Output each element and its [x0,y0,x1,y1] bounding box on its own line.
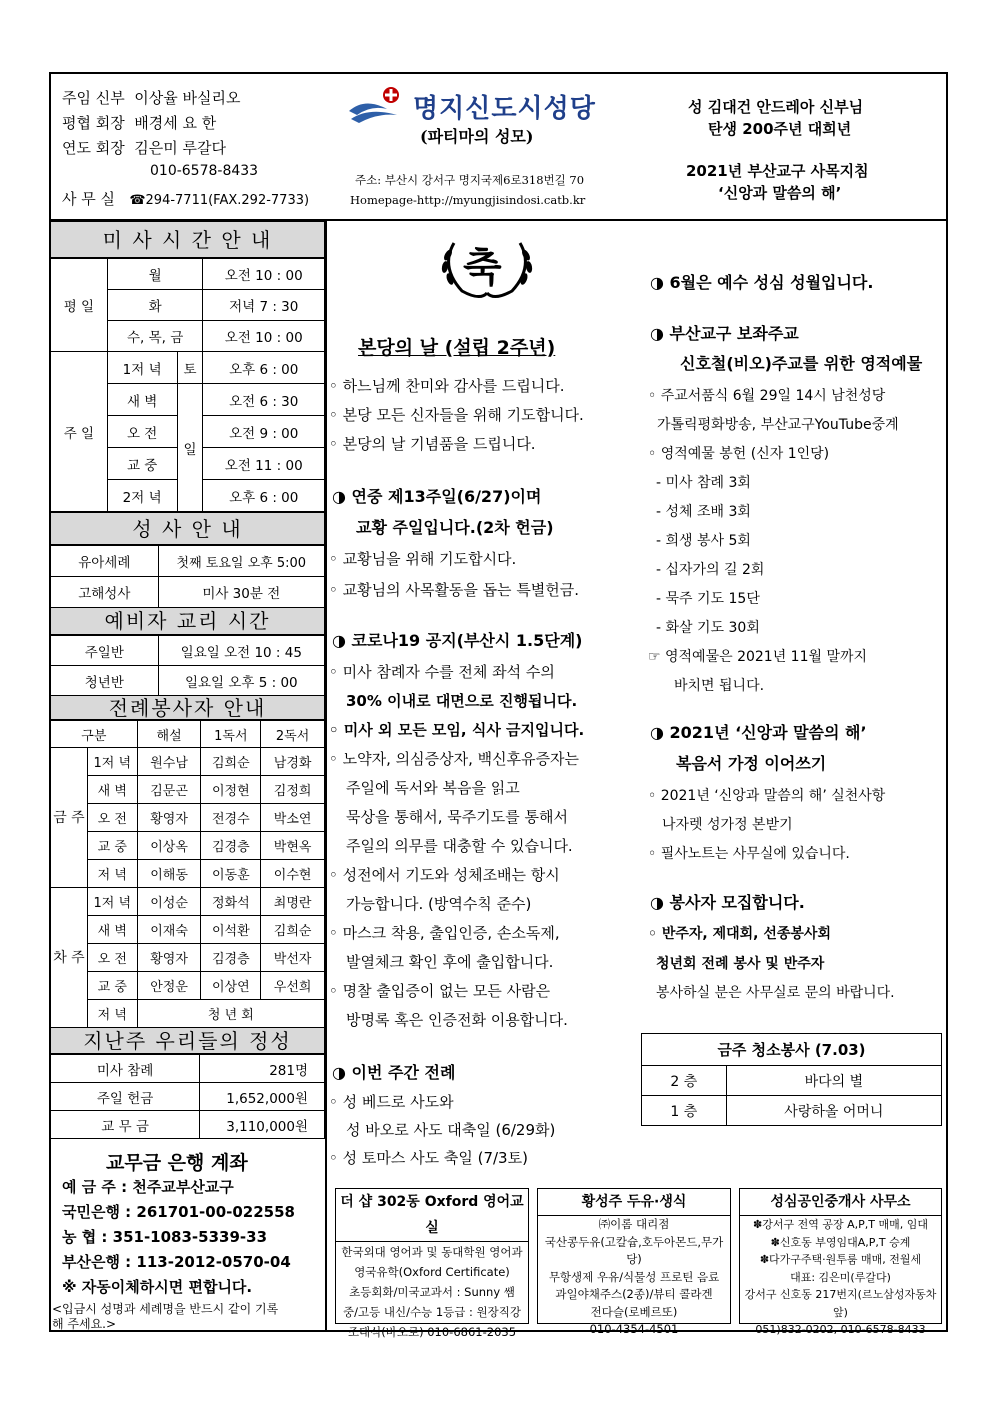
ad-line: 대표: 김은미(루갈다) [790,1270,891,1284]
volunteer-line: ◦ 반주자, 제대회, 선종봉사회 [648,926,831,942]
ad-line: 010-4354-4501 [589,1322,679,1336]
weekday-label: 평 일 [51,259,108,352]
offering-value: 281명 [200,1055,325,1083]
server-group: 청 년 회 [137,1000,324,1028]
covid-line: 묵상을 통해서, 묵주기도를 통해서 [346,808,568,826]
server-mass: 새 벽 [87,776,137,804]
sunday-mass-time: 오전 9 : 00 [203,416,325,448]
covid-line: 주일의 의무를 대충할 수 있습니다. [346,837,573,855]
bank-title: 교무금 은행 계좌 [106,1152,248,1174]
sunday-mass-time: 오전 11 : 00 [203,448,325,480]
server-name: 이동훈 [201,860,261,888]
staff-row: 주임 신부 이상율 바실리오 [62,89,241,107]
covid-line: ◦ 노약자, 의심증상자, 백신후유증자는 [329,750,580,768]
bishop-line: - 희생 봉사 5회 [656,533,751,549]
homepage[interactable]: Homepage-http://myungjisindosi.catb.kr [350,193,586,207]
pope-item: ◦ 교황님을 위해 기도합시다. [329,550,517,568]
bank-line: 국민은행 : 261701-00-022558 [62,1203,295,1221]
weekday-time: 오전 10 : 00 [203,321,325,352]
servers-title: 전례봉사자 안내 [50,695,325,720]
ad-line: ✽신호동 부영임대A,P,T 승계 [770,1235,911,1249]
ad-line: 강서구 신호동 217번지(르노삼성자동차 앞) [744,1288,937,1319]
server-name: 김경층 [201,832,261,860]
covid-line: 발열체크 확인 후에 출입합니다. [346,953,554,971]
server-name: 전경수 [201,804,261,832]
server-name: 최명란 [261,888,325,916]
pope-sunday-title: ◑ 연중 제13주일(6/27)이며 [332,487,542,506]
sunday-mass-name: 2저 녁 [107,480,177,512]
volunteer-title: ◑ 봉사자 모집합니다. [650,893,805,912]
server-name: 이해동 [137,860,201,888]
bank-line: ※ 자동이체하시면 편합니다. [62,1278,253,1296]
server-name: 박선자 [261,944,325,972]
faith-year-line: ◦ 2021년 ‘신앙과 말씀의 해’ 실천사항 [648,788,886,804]
sunday-mass-name: 새 벽 [107,384,177,416]
ad-line: 전다슬(로베르또) [590,1304,678,1319]
sacrament-value: 미사 30분 전 [158,577,324,608]
pastoral-line2: ‘신앙과 말씀의 해’ [718,184,842,202]
staff-row: 평협 회장 배경세 요 한 [62,114,217,132]
staff-row: 연도 회장 김은미 루갈다 [62,139,226,157]
faith-year-title: ◑ 2021년 ‘신앙과 말씀의 해’ [650,723,867,742]
weekday-day: 월 [107,259,203,290]
ad-line: 조태식(바오로) 010-6861-2035 [347,1325,517,1339]
covid-line: 주일에 독서와 복음을 읽고 [346,779,520,797]
offering-value: 1,652,000원 [200,1083,325,1111]
cleaning-group: 사랑하올 어머니 [726,1096,941,1126]
faith-year-line: 나자렛 성가정 본받기 [662,817,793,833]
faith-year-title: 복음서 가정 이어쓰기 [676,754,827,773]
weekday-time: 오전 10 : 00 [203,259,325,290]
contact-phone: 010-6578-8433 [150,163,259,179]
servers-header: 2독서 [261,721,325,748]
ad-line: 무항생제 우유/식물성 프로틴 음료 [548,1269,720,1284]
server-name: 이정현 [201,776,261,804]
server-name: 우선희 [261,972,325,1000]
ad-line: ㈜이롬 대리점 [598,1217,670,1231]
anniversary-item: ◦ 하느님께 찬미와 감사를 드립니다. [329,377,565,395]
covid-line: ◦ 명찰 출입증이 없는 모든 사람은 [329,982,551,1000]
server-name: 김문곤 [137,776,201,804]
server-name: 안정운 [137,972,201,1000]
offering-label: 교 무 금 [51,1111,200,1139]
server-name: 김경층 [201,944,261,972]
server-mass: 오 전 [87,804,137,832]
catechism-value: 일요일 오후 5 : 00 [158,666,324,696]
mass-times-table [50,258,325,512]
ad-line: 국산콩두유(고칼슘,호두아몬드,무가당) [544,1234,724,1266]
server-mass: 저 녁 [87,860,137,888]
server-name: 이상연 [201,972,261,1000]
next-week-label: 차 주 [51,888,88,1028]
server-name: 이상옥 [137,832,201,860]
server-name: 김희순 [201,748,261,776]
server-name: 박소연 [261,804,325,832]
server-name: 이재숙 [137,916,201,944]
column-divider [325,219,327,1332]
liturgy-line: ◦ 성 베드로 사도와 [329,1093,454,1111]
sunday-mass-name: 교 중 [107,448,177,480]
sunday-mass-time: 오후 6 : 00 [203,480,325,512]
cleaning-floor: 1 층 [642,1096,727,1126]
bishop-line: - 화살 기도 30회 [656,620,760,636]
covid-title: ◑ 코로나19 공지(부산시 1.5단계) [332,631,583,650]
weekday-day: 화 [107,290,203,321]
address: 주소: 부산시 강서구 명지국제6로318번길 70 [355,173,585,187]
ad-line: 초등회화/미국교과서 : Sunny 쌤 [349,1285,515,1299]
bank-line: 부산은행 : 113-2012-0570-04 [62,1253,291,1271]
liturgy-line: ◦ 성 토마스 사도 축일 (7/3토) [329,1149,528,1167]
ad-line: 한국외대 영어과 및 동대학원 영어과 [341,1245,523,1259]
covid-line: 가능합니다. (방역수칙 준수) [346,895,532,913]
bishop-line: - 미사 참례 3회 [656,475,751,491]
weekday-time: 저녁 7 : 30 [203,290,325,321]
bank-note: <입금시 성명과 세례명을 반드시 같이 기록 [52,1302,279,1316]
ad-line: ✽강서구 전역 공장 A,P,T 매매, 임대 [753,1218,928,1231]
sacrament-label: 유아세례 [51,546,159,577]
pope-item: ◦ 교황님의 사목활동을 돕는 특별헌금. [329,581,580,599]
bishop-line: - 성체 조배 3회 [656,504,751,520]
offering-label: 주일 헌금 [51,1083,200,1111]
server-mass: 새 벽 [87,916,137,944]
ad-title: 황성주 두유·생식 [538,1189,730,1216]
bishop-line: ☞ 영적예물은 2021년 11월 말까지 [648,649,868,665]
bishop-line: 가톨릭평화방송, 부산교구YouTube중계 [657,417,899,433]
server-name: 이석환 [201,916,261,944]
sacrament-label: 고해성사 [51,577,159,608]
catechism-label: 주일반 [51,636,159,666]
church-logo-icon [347,85,407,127]
volunteer-line: 봉사하실 분은 사무실로 문의 바랍니다. [656,985,895,1001]
ad-line: 과일야채주스(2종)/뷰티 콜라겐 [555,1287,713,1301]
this-week-label: 금 주 [51,748,88,888]
offering-value: 3,110,000원 [200,1111,325,1139]
bishop-line: ◦ 영적예물 봉헌 (신자 1인당) [648,446,830,462]
covid-line: ◦ 성전에서 기도와 성체조배는 항시 [329,866,560,884]
server-name: 정화석 [201,888,261,916]
ad-line: 051)832-0202, 010-6578-8433 [755,1323,926,1336]
sunday-mass-name: 1저 녁 [107,352,177,384]
bishop-line: ◦ 주교서품식 6월 29일 14시 남천성당 [648,388,886,404]
ad-realty [739,1188,942,1336]
server-name: 김정희 [261,776,325,804]
anniversary-item: ◦ 본당의 날 기념품을 드립니다. [329,435,536,453]
ad-english-class [335,1188,529,1339]
liturgy-line: 성 바오로 사도 대축일 (6/29화) [346,1121,556,1139]
sunday-day-label: 일 [177,384,203,512]
sunday-mass-name: 오 전 [107,416,177,448]
ad-title: 성심공인중개사 사무소 [740,1189,941,1216]
bank-note: 해 주세요.> [52,1317,117,1331]
sacraments-title: 성 사 안 내 [50,512,325,545]
saturday-label: 토 [177,352,203,384]
cleaning-table [641,1033,942,1126]
server-mass: 교 중 [87,972,137,1000]
sacred-heart-title: ◑ 6월은 예수 성심 성월입니다. [650,273,874,292]
server-mass: 1저 녁 [87,888,137,916]
sacraments-table [50,545,325,608]
server-mass: 오 전 [87,944,137,972]
ad-line: 중/고등 내신/수능 1등급 : 원장직강 [343,1305,521,1319]
catechism-value: 일요일 오전 10 : 45 [158,636,324,666]
server-name: 남경화 [261,748,325,776]
servers-header: 해설 [137,721,201,748]
server-name: 황영자 [137,944,201,972]
covid-line: 30% 이내로 대면으로 진행됩니다. [346,692,578,710]
office-line: 사 무 실 ☎294-7711(FAX.292-7733) [62,190,310,208]
catechism-table [50,635,325,696]
bank-line: 농 협 : 351-1083-5339-33 [62,1228,268,1246]
jubilee-line1: 성 김대건 안드레아 신부님 [688,98,864,116]
bishop-line: 바치면 됩니다. [674,678,765,694]
server-name: 원수남 [137,748,201,776]
cleaning-floor: 2 층 [642,1066,727,1096]
cleaning-title: 금주 청소봉사 (7.03) [642,1034,942,1066]
covid-line: ◦ 미사 외 모든 모임, 식사 금지입니다. [329,721,585,739]
bishop-title: 신호철(비오)주교를 위한 영적예물 [680,354,923,373]
server-name: 김희순 [261,916,325,944]
bishop-line: - 묵주 기도 15단 [656,591,760,607]
server-mass: 1저 녁 [87,748,137,776]
ad-line: 영국유학(Oxford Certificate) [354,1265,510,1279]
server-name: 박현옥 [261,832,325,860]
sunday-mass-time: 오후 6 : 00 [203,352,325,384]
faith-year-line: ◦ 필사노트는 사무실에 있습니다. [648,846,850,862]
volunteer-line: 청년회 전례 봉사 및 반주자 [656,956,825,972]
servers-table [50,720,325,1028]
covid-line: 방명록 혹은 인증전화 이용합니다. [346,1011,568,1029]
sunday-label: 주 일 [51,352,108,512]
server-mass: 교 중 [87,832,137,860]
cleaning-group: 바다의 별 [726,1066,941,1096]
server-mass: 저 녁 [87,1000,137,1028]
pastoral-line1: 2021년 부산교구 사목지침 [686,162,869,180]
weekday-day: 수, 목, 금 [107,321,203,352]
liturgy-title: ◑ 이번 주간 전례 [332,1063,456,1082]
church-subtitle: (파티마의 성모) [420,127,534,146]
pope-sunday-title: 교황 주일입니다.(2차 헌금) [356,518,554,537]
offerings-title: 지난주 우리들의 정성 [50,1027,325,1054]
bank-line: 예 금 주 : 천주교부산교구 [62,1178,234,1196]
ad-title: 더 샵 302동 Oxford 영어교실 [336,1189,528,1242]
sacrament-value: 첫째 토요일 오후 5:00 [158,546,324,577]
offerings-table [50,1054,325,1139]
covid-line: ◦ 마스크 착용, 출입인증, 손소독제, [329,924,560,942]
catechism-label: 청년반 [51,666,159,696]
servers-header: 1독서 [201,721,261,748]
anniversary-title: 본당의 날 (설립 2주년) [358,337,556,359]
catechism-title: 예비자 교리 시간 [50,607,325,635]
ad-line: ✽다가구주택·원투룸 매매, 전월세 [759,1253,922,1266]
church-name: 명지신도시성당 [413,94,596,124]
celebrate-character: 축 [463,244,502,291]
servers-header: 구분 [51,721,138,748]
covid-line: ◦ 미사 참례자 수를 전체 좌석 수의 [329,663,555,681]
server-name: 황영자 [137,804,201,832]
mass-times-title: 미 사 시 간 안 내 [50,221,325,258]
bishop-title: ◑ 부산교구 보좌주교 [650,324,799,343]
bishop-line: - 십자가의 길 2회 [656,562,765,578]
server-name: 이성순 [137,888,201,916]
jubilee-line2: 탄생 200주년 대희년 [708,120,852,138]
anniversary-item: ◦ 본당 모든 신자들을 위해 기도합니다. [329,406,584,424]
server-name: 이수현 [261,860,325,888]
ad-soymilk [537,1188,731,1336]
sunday-mass-time: 오전 6 : 30 [203,384,325,416]
offering-label: 미사 참례 [51,1055,200,1083]
